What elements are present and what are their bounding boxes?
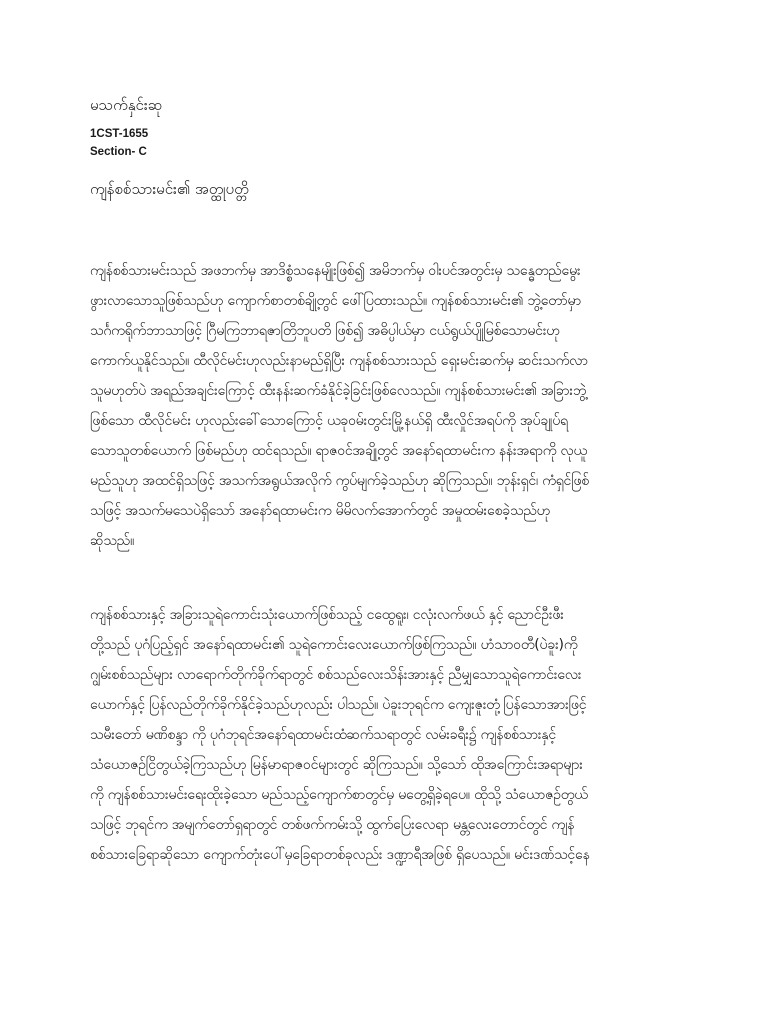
text-line: ကောက်ယူနိုင်သည်။ ထီလိုင်မင်းဟုလည်းနာမည်ရှိပြီး ကျန်စစ်သားသည် ရှေးမင်းဆက်မှ ဆင်းသက်လာ — [90, 353, 588, 369]
text-line: သောသူတစ်ယောက် ဖြစ်မည်ဟု ထင်ရသည်။ ရာဇဝင်အချို့တွင် အနော်ရထာမင်းက နန်းအရာကို လုယူ — [90, 443, 587, 459]
text-line: သဖြင့် အသက်မသေပဲရှိသော် အနော်ရထာမင်းက မိမိလက်အောက်တွင် အမှုထမ်းစေခဲ့သည်ဟု — [90, 503, 551, 519]
text-line: တို့သည် ပုဂံပြည့်ရှင် အနော်ရထာမင်း၏ သူရဲကောင်းလေးယောက်ဖြစ်ကြသည်။ ဟံသာဝတီ(ပဲခူး)ကို — [90, 637, 578, 653]
text-line: သံယောဇဉ်ငြိတွယ်ခဲ့ကြသည်ဟု မြန်မာရာဇဝင်များတွင် ဆိုကြသည်။ သို့သော် ထိုအကြောင်းအရာများ — [90, 757, 583, 773]
text-line: ယောက်နှင့် ပြန်လည်တိုက်ခိုက်နိုင်ခဲ့သည်ဟုလည်း ပါသည်။ ပဲခူးဘုရင်က ကျေးဇူးတုံ့ပြန်သောအားဖြင့် — [90, 697, 587, 713]
text-line: စစ်သားခြေရာဆိုသော ကျောက်တုံးပေါ်မှခြေရာတစ်ခုလည်း ဒဏ္ဍာရီအဖြစ် ရှိပေသည်။ မင်းဒဏ်သင့်နေ — [90, 847, 590, 863]
text-line: ကျန်စစ်သားမင်းသည် အဖဘက်မှ အာဒိစ္စံသနေမျိုးဖြစ်၍ အမိဘက်မှ ဝါးပင်အတွင်းမှ သန္ဓေတည်မွေး — [90, 263, 581, 279]
text-line: ကျန်စစ်သားနှင့် အခြားသူရဲကောင်းသုံးယောက်ဖြစ်သည့် ငထွေရူး၊ ငလုံးလက်ဖယ် နှင့် ညောင်ဦးဖီး — [90, 607, 564, 623]
class-section: Section- C — [90, 146, 147, 158]
paragraph — [90, 600, 680, 870]
document-title: ကျန်စစ်သားမင်း၏ အတ္ထုပတ္တိ — [90, 180, 249, 198]
text-line: မည်သူဟု အထင်ရှိသဖြင့် အသက်အရွယ်အလိုက် ကွပ်မျက်ခဲ့သည်ဟု ဆိုကြသည်။ ဘုန်းရှင်၊ ကံရှင်ဖြစ် — [90, 473, 589, 489]
text-line: ဂျွမ်းစစ်သည်များ လာရောက်တိုက်ခိုက်ရာတွင် စစ်သည်လေးသိန်းအားနှင့် ညီမျှသောသူရဲကောင်းလေး — [90, 667, 582, 683]
text-line: သင်္ဂကရိုက်ဘာသာဖြင့် ဂြီမကြဘာရဇာတြိဘူပတိ ဖြစ်၍ အဓိပ္ပါယ်မှာ ငယ်ရွယ်ပျိုမြစ်သောမင်းဟု — [90, 323, 560, 339]
student-id: 1CST-1655 — [90, 128, 149, 140]
text-line: သမီးတော် မဏိစန္ဒာ ကို ပုဂံဘုရင်အနော်ရထာမင်းထံဆက်သရာတွင် လမ်းခရီး၌ ကျန်စစ်သားနှင့် — [90, 727, 556, 743]
author-name: မသက်နှင်းဆု — [90, 96, 163, 114]
text-line: ဆိုသည်။ — [90, 533, 135, 549]
paragraph — [90, 256, 680, 556]
text-line: ကို ကျန်စစ်သားမင်းရေးထိုးခဲ့သော မည်သည့်ကျောက်စာတွင်မှ မတွေ့ရှိခဲ့ရပေ။ ထိုသို့ သံယောဇဉ်တွယ် — [90, 787, 588, 803]
text-line: သူမဟုတ်ပဲ အရည်အချင်းကြောင့် ထီးနန်းဆက်ခံနိုင်ခဲ့ခြင်းဖြစ်လေသည်။ ကျန်စစ်သားမင်း၏ အခြားဘွဲ့ — [90, 383, 587, 399]
text-line: ဖြစ်သော ထီလိုင်မင်း ဟုလည်းခေါ်သောကြောင့် ယခုဝမ်းတွင်းမြို့နယ်ရှိ ထီးလှိုင်အရပ်ကို အုပ်ချုပ်ရ — [90, 413, 568, 429]
text-line: ဖွားလာသောသူဖြစ်သည်ဟု ကျောက်စာတစ်ချို့တွင် ဖေါ်ပြထားသည်။ ကျန်စစ်သားမင်း၏ ဘွဲ့တော်မှာ — [90, 293, 582, 309]
text-line: သဖြင့် ဘုရင်က အမျက်တော်ရှရာတွင် တစ်ဖက်ကမ်းသို့ ထွက်ပြေးလေရာ မန္တလေးတောင်တွင် ကျန် — [90, 817, 575, 833]
